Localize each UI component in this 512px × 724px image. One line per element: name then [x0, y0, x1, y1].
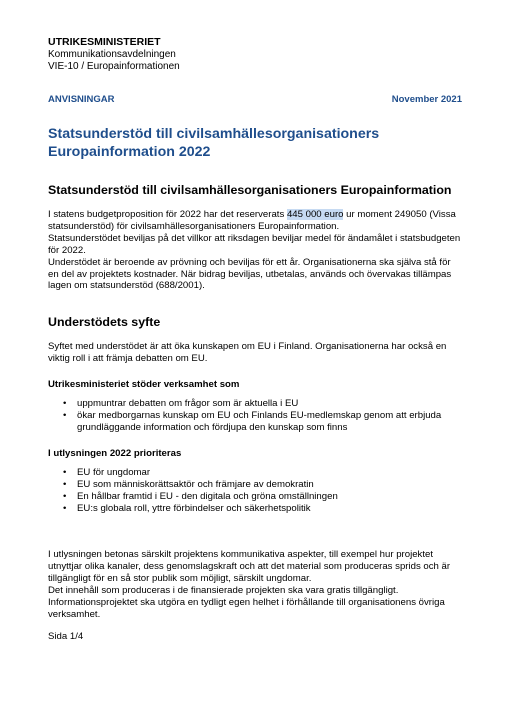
- page-number: Sida 1/4: [48, 630, 84, 642]
- intro-p1-pre: I statens budgetproposition för 2022 har det reserverats: [48, 209, 285, 220]
- bullet-icon: •: [63, 479, 67, 491]
- intro-heading: Statsunderstöd till civilsamhällesorganisationers Europainformation: [48, 183, 452, 197]
- doc-title: Statsunderstöd till civilsamhällesorganisationers Europainformation 2022: [48, 126, 380, 160]
- purpose-paragraph-1: Syftet med understödet är att öka kunskapen om EU i Finland. Organisationerna har också en viktig roll i att främja debatten om EU.: [48, 341, 447, 365]
- priority-list: [48, 467, 462, 515]
- header-block: [48, 36, 462, 73]
- bullet-icon: •: [63, 398, 67, 410]
- support-heading: Utrikesministeriet stöder verksamhet som: [48, 379, 240, 391]
- org-name: UTRIKESMINISTERIET: [48, 36, 161, 48]
- meta-row: [48, 94, 462, 105]
- list-item: • EU för ungdomar: [63, 467, 151, 479]
- list-item: • ökar medborgarnas kunskap om EU och Finlands EU-medlemskap genom att erbjuda grundläggande information och fördjupa den kunskap som finns: [63, 410, 442, 434]
- spacer: [48, 515, 462, 549]
- list-item: • En hållbar framtid i EU - den digitala och gröna omställningen: [63, 491, 338, 503]
- purpose-heading: Understödets syfte: [48, 315, 161, 330]
- doc-type: ANVISNINGAR: [48, 94, 115, 105]
- amount-highlight: 445 000 euro: [286, 209, 344, 220]
- list-item: • EU:s globala roll, yttre förbindelser och säkerhetspolitik: [63, 503, 311, 515]
- intro-paragraph-1: [48, 209, 462, 233]
- intro-paragraph-2: Statsunderstödet beviljas på det villkor att riksdagen beviljar medel för ändamålet i statsbudgeten för 2022.: [48, 232, 461, 256]
- purpose-paragraph-3: Det innehåll som produceras i de finansierade projekten ska vara gratis tillgängligt. Informationsprojektet ska utgöra en tydligt egen helhet i förhållande till organisationens övriga verksamhet.: [48, 584, 445, 620]
- dept-line-1: Kommunikationsavdelningen: [48, 49, 176, 60]
- priority-heading: I utlysningen 2022 prioriteras: [48, 448, 182, 460]
- intro-paragraph-3: Understödet är beroende av prövning och beviljas för ett år. Organisationerna ska själva stå för en del av projektets kostnader. När bidrag beviljas, utbetalas, används och övervakas tillämpas lagen om statsunderstöd (688/2001).: [48, 256, 452, 292]
- doc-date: November 2021: [391, 94, 462, 105]
- bullet-icon: •: [63, 410, 67, 422]
- support-list: [48, 398, 462, 434]
- list-item: • EU som människorättsaktör och främjare av demokratin: [63, 479, 314, 491]
- list-item: • uppmuntrar debatten om frågor som är aktuella i EU: [63, 398, 299, 410]
- purpose-paragraph-2: I utlysningen betonas särskilt projektens kommunikativa aspekter, till exempel hur projektet utnyttjar olika kanaler, dess genomslagskraft och att det material som produceras sprids och är tillgängligt för en så stor publik som möjligt, särskilt ungdomar.: [48, 549, 451, 584]
- intro-p1-post: ur moment 249050 (Vissa statsunderstöd) för civilsamhällesorganisationers Europainformation.: [48, 209, 456, 232]
- dept-line-2: VIE-10 / Europainformationen: [48, 61, 180, 72]
- bullet-icon: •: [63, 491, 67, 503]
- bullet-icon: •: [63, 503, 67, 515]
- bullet-icon: •: [63, 467, 67, 479]
